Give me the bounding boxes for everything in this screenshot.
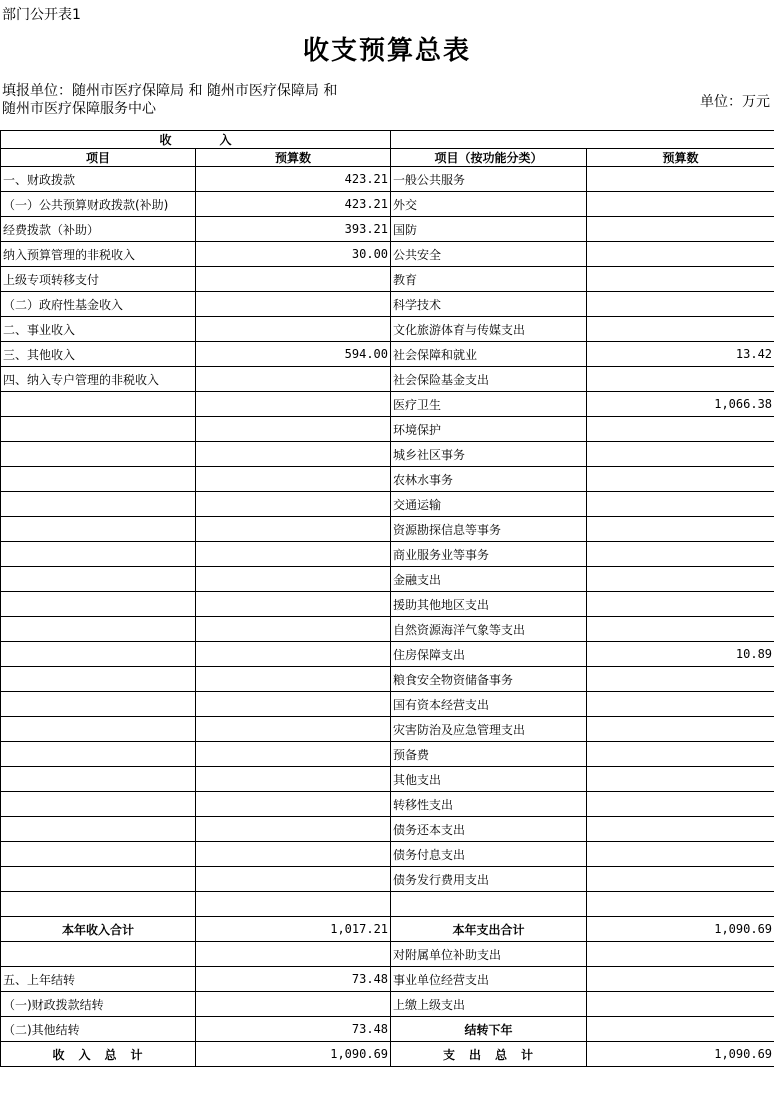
table-row [1,817,774,842]
expense-item: 文化旅游体育与传媒支出 [391,317,587,342]
reporting-unit [2,82,392,118]
income-budget: 594.00 [196,342,391,367]
expense-item: 国有资本经营支出 [391,692,587,717]
expense-budget [587,742,774,767]
expense-budget [587,667,774,692]
income-budget [196,517,391,542]
table-row [1,667,774,692]
grand-income-label: 收 入 总 计 [1,1042,196,1067]
table-row [1,842,774,867]
expense-budget [587,892,774,917]
income-budget [196,592,391,617]
income-item [1,617,196,642]
carry-row [1,967,774,992]
income-item [1,692,196,717]
expense-budget [587,717,774,742]
expense-item: 金融支出 [391,567,587,592]
expense-budget [587,367,774,392]
expense-budget [587,542,774,567]
income-item: 纳入预算管理的非税收入 [1,242,196,267]
income-item: 一、财政拨款 [1,167,196,192]
expense-budget [587,792,774,817]
expense-budget: 13.42 [587,342,774,367]
table-row [1,267,774,292]
expense-item: 粮食安全物资储备事务 [391,667,587,692]
carry-value: 73.48 [196,967,391,992]
income-budget [196,392,391,417]
expense-budget [587,192,774,217]
table-row [1,642,774,667]
table-row [1,717,774,742]
expense-budget [587,492,774,517]
other-carry-value: 73.48 [196,1017,391,1042]
income-item [1,642,196,667]
income-item [1,667,196,692]
table-row [1,692,774,717]
income-budget [196,292,391,317]
expense-item: 一般公共服务 [391,167,587,192]
expense-budget [587,592,774,617]
expense-item: 社会保障和就业 [391,342,587,367]
expense-budget [587,842,774,867]
income-budget: 423.21 [196,167,391,192]
income-budget [196,367,391,392]
income-total-label: 本年收入合计 [1,917,196,942]
income-budget [196,742,391,767]
table-row [1,242,774,267]
other-carry-row [1,1017,774,1042]
income-item [1,392,196,417]
expense-item: 环境保护 [391,417,587,442]
table-row [1,567,774,592]
table-row [1,442,774,467]
expense-budget [587,867,774,892]
expense-budget [587,167,774,192]
income-budget [196,667,391,692]
expense-budget [587,617,774,642]
table-row [1,417,774,442]
document-number: 部门公开表1 [2,7,81,23]
income-total-row [1,917,774,942]
income-item [1,467,196,492]
expense-budget [587,767,774,792]
expense-group-header [391,131,774,149]
subunit-row [1,942,774,967]
income-item [1,717,196,742]
income-budget [196,417,391,442]
col-header-func-budget: 预算数 [587,149,774,167]
income-item [1,417,196,442]
table-row [1,217,774,242]
table-row [1,367,774,392]
reporting-unit-line-2: 随州市医疗保障服务中心 [2,101,156,117]
income-budget [196,767,391,792]
income-item [1,767,196,792]
grand-total-row [1,1042,774,1067]
table-row [1,792,774,817]
income-item [1,817,196,842]
expense-total-value: 1,090.69 [587,917,774,942]
expense-item: 医疗卫生 [391,392,587,417]
biz-label: 事业单位经营支出 [391,967,587,992]
col-header-item: 项目 [1,149,196,167]
income-item: 四、纳入专户管理的非税收入 [1,367,196,392]
table-row [1,392,774,417]
upper-label: 上缴上级支出 [391,992,587,1017]
table-row [1,342,774,367]
table-row [1,617,774,642]
expense-item: 其他支出 [391,767,587,792]
expense-budget [587,292,774,317]
grand-expense-value: 1,090.69 [587,1042,774,1067]
income-item: 二、事业收入 [1,317,196,342]
income-item [1,842,196,867]
budget-table [0,130,774,1067]
fiscal-carry-label: （一)财政拨款结转 [1,992,196,1017]
income-budget [196,467,391,492]
income-item: 三、其他收入 [1,342,196,367]
expense-item: 住房保障支出 [391,642,587,667]
income-budget: 393.21 [196,217,391,242]
expense-item: 外交 [391,192,587,217]
table-row [1,892,774,917]
table-row [1,592,774,617]
expense-item: 公共安全 [391,242,587,267]
expense-item: 城乡社区事务 [391,442,587,467]
income-item: 经费拨款（补助） [1,217,196,242]
table-row [1,517,774,542]
expense-item: 国防 [391,217,587,242]
income-budget [196,642,391,667]
table-row [1,167,774,192]
income-budget [196,617,391,642]
income-item [1,792,196,817]
grand-income-value: 1,090.69 [196,1042,391,1067]
income-item [1,567,196,592]
expense-budget [587,692,774,717]
income-item: （一）公共预算财政拨款(补助) [1,192,196,217]
other-carry-label: （二)其他结转 [1,1017,196,1042]
table-row [1,767,774,792]
expense-item: 社会保险基金支出 [391,367,587,392]
expense-budget [587,517,774,542]
sub-unit-label: 对附属单位补助支出 [391,942,587,967]
expense-budget [587,567,774,592]
income-budget [196,817,391,842]
grand-expense-label: 支 出 总 计 [391,1042,587,1067]
expense-item: 援助其他地区支出 [391,592,587,617]
table-row [1,292,774,317]
table-row [1,742,774,767]
expense-item: 资源勘探信息等事务 [391,517,587,542]
expense-item: 债务还本支出 [391,817,587,842]
table-row [1,317,774,342]
income-budget [196,317,391,342]
income-budget: 30.00 [196,242,391,267]
income-item [1,542,196,567]
expense-budget [587,817,774,842]
income-budget [196,267,391,292]
expense-budget [587,417,774,442]
expense-budget [587,317,774,342]
expense-total-label: 本年支出合计 [391,917,587,942]
income-budget: 423.21 [196,192,391,217]
income-item: （二）政府性基金收入 [1,292,196,317]
expense-budget [587,217,774,242]
expense-item: 农林水事务 [391,467,587,492]
expense-budget: 10.89 [587,642,774,667]
income-budget [196,717,391,742]
expense-item: 交通运输 [391,492,587,517]
income-budget [196,792,391,817]
income-budget [196,842,391,867]
income-budget [196,542,391,567]
income-item [1,442,196,467]
table-row [1,192,774,217]
money-unit: 单位：万元 [700,94,770,110]
page-title: 收支预算总表 [302,36,471,66]
income-item [1,492,196,517]
expense-item: 转移性支出 [391,792,587,817]
expense-budget [587,242,774,267]
table-row [1,542,774,567]
col-header-budget: 预算数 [196,149,391,167]
expense-item: 债务付息支出 [391,842,587,867]
reporting-unit-line-1: 填报单位：随州市医疗保障局 和 随州市医疗保障局 和 [2,83,338,99]
expense-item: 灾害防治及应急管理支出 [391,717,587,742]
next-year-label: 结转下年 [391,1017,587,1042]
expense-budget [587,267,774,292]
col-header-func-item: 项目（按功能分类） [391,149,587,167]
expense-budget [587,442,774,467]
table-row [1,492,774,517]
income-budget [196,492,391,517]
income-budget [196,692,391,717]
income-item: 上级专项转移支付 [1,267,196,292]
income-budget [196,567,391,592]
carry-label: 五、上年结转 [1,967,196,992]
expense-item: 预备费 [391,742,587,767]
expense-budget: 1,066.38 [587,392,774,417]
income-budget [196,867,391,892]
income-item [1,517,196,542]
column-header-row [1,149,774,167]
expense-item: 商业服务业等事务 [391,542,587,567]
expense-budget [587,467,774,492]
table-row [1,467,774,492]
income-group-header: 收 入 [1,131,391,149]
expense-item: 教育 [391,267,587,292]
expense-item: 科学技术 [391,292,587,317]
expense-item: 债务发行费用支出 [391,867,587,892]
income-budget [196,892,391,917]
income-item [1,592,196,617]
income-total-value: 1,017.21 [196,917,391,942]
group-header-row [1,131,774,149]
income-item [1,742,196,767]
expense-item: 自然资源海洋气象等支出 [391,617,587,642]
income-item [1,892,196,917]
table-row [1,867,774,892]
expense-item [391,892,587,917]
fiscal-carry-row [1,992,774,1017]
income-budget [196,442,391,467]
income-item [1,867,196,892]
